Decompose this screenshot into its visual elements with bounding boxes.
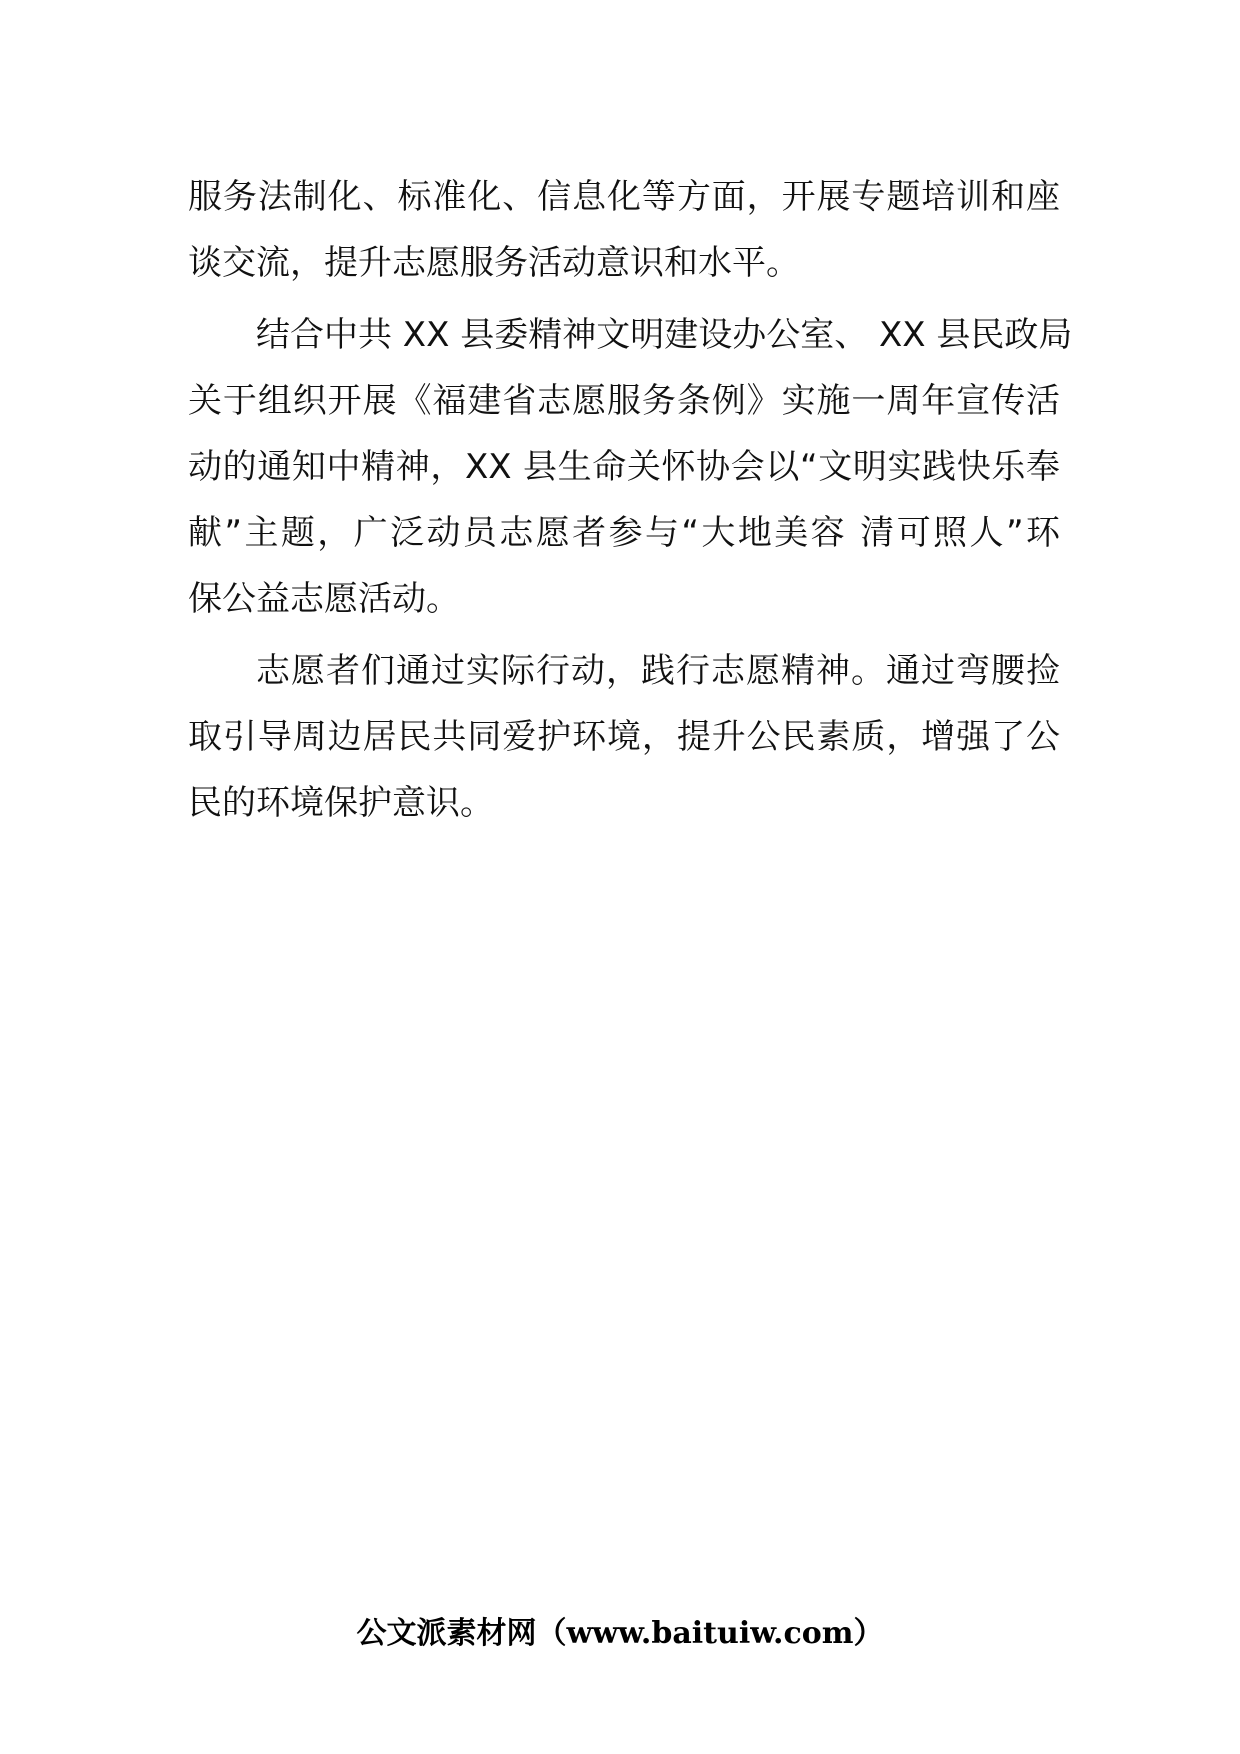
- text-line: 谈交流，提升志愿服务活动意识和水平。: [188, 243, 800, 283]
- text-line: 动的通知中精神，XX 县生命关怀协会以“文明实践快乐奉: [188, 447, 1060, 487]
- text-line: 服务法制化、标准化、信息化等方面，开展专题培训和座: [188, 177, 1060, 217]
- page-footer: 公文派素材网（www.baituiw.com）: [356, 1616, 884, 1651]
- paragraph-2: [188, 302, 1073, 632]
- paragraph-3: [188, 638, 1060, 836]
- text-line: 关于组织开展《福建省志愿服务条例》实施一周年宣传活: [188, 381, 1060, 421]
- document-body: [188, 164, 1073, 842]
- paragraph-1: [188, 164, 1060, 296]
- text-line: 献”主题，广泛动员志愿者参与“大地美容 清可照人”环: [188, 513, 1060, 553]
- text-line: 保公益志愿活动。: [188, 579, 460, 619]
- text-line: 民的环境保护意识。: [188, 783, 494, 823]
- text-line: 志愿者们通过实际行动，践行志愿精神。通过弯腰捡: [256, 651, 1060, 691]
- text-line: 取引导周边居民共同爱护环境，提升公民素质，增强了公: [188, 717, 1060, 757]
- text-line: 结合中共 XX 县委精神文明建设办公室、 XX 县民政局: [256, 315, 1073, 355]
